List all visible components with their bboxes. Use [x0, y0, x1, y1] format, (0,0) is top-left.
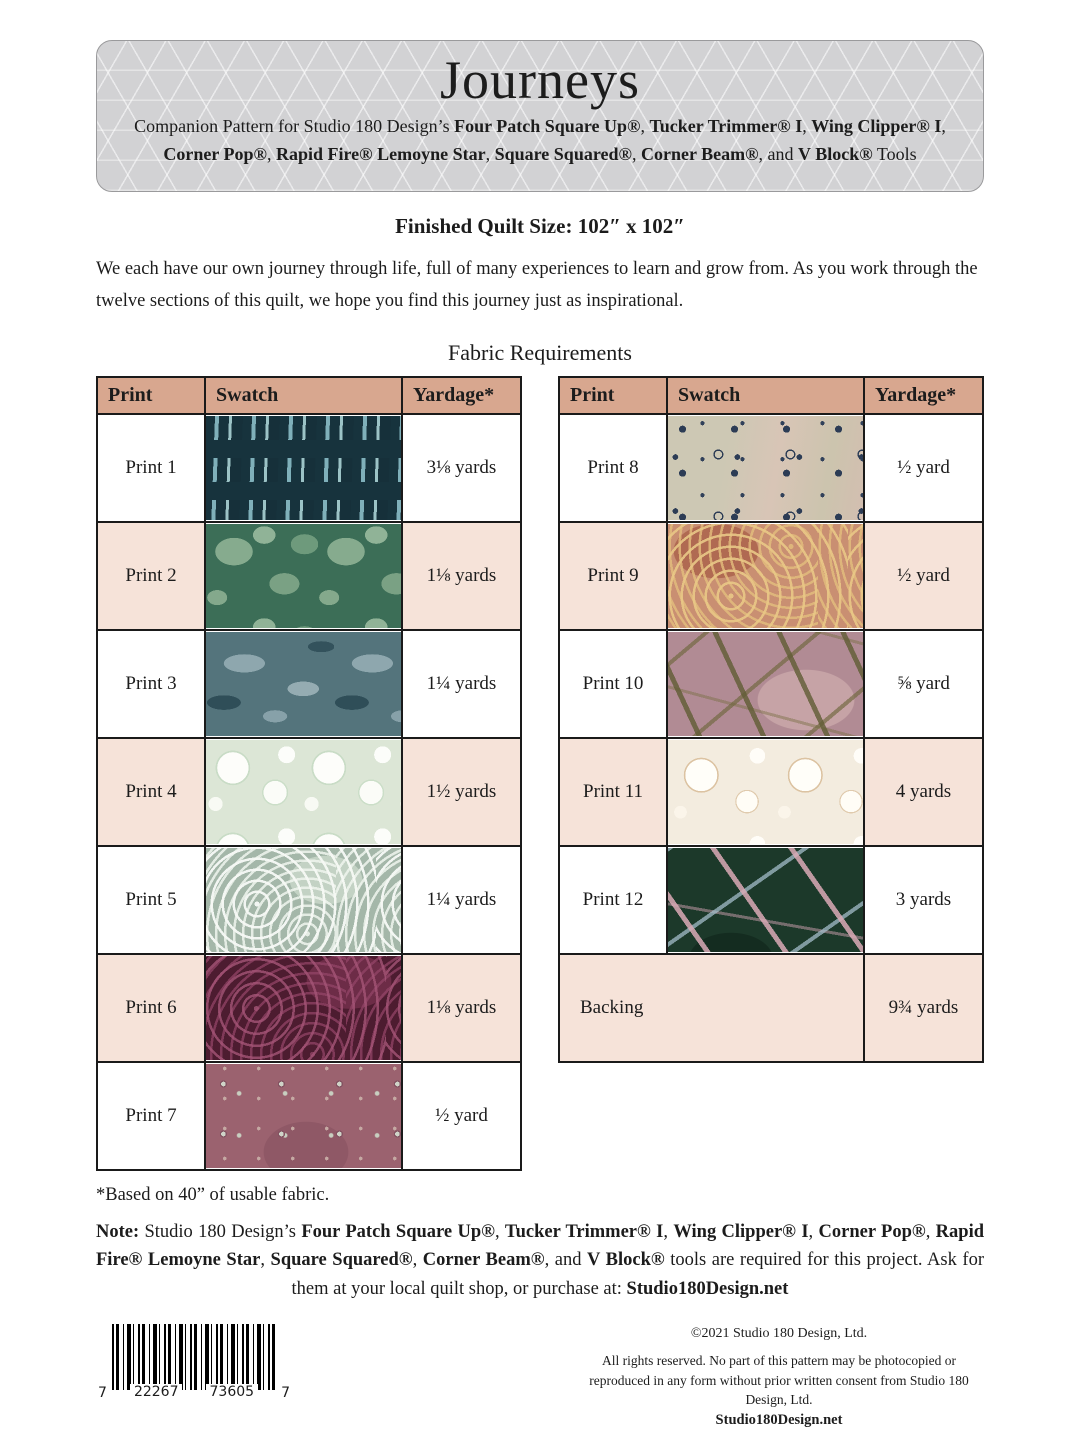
pattern-subtitle: Companion Pattern for Studio 180 Design’s Four Patch Square Up®, Tucker Trimmer® I, Wing Clipper® I, Corner Pop®, Rapid Fire® Lemoyne Star, Square Squared®, Corner Beam®, and V Block® Tools	[134, 116, 946, 164]
tools-note: Note: Studio 180 Design’s Four Patch Square Up®, Tucker Trimmer® I, Wing Clipper® I, Corner Pop®, Rapid Fire® Lemoyne Star, Square Squared®, Corner Beam®, and V Block® tools are required for this project. Ask for them at your local quilt shop, or purchase at: Studio180Design.net	[96, 1221, 984, 1300]
fabric-table-right	[558, 376, 984, 1063]
print-label-cell: Print 1	[97, 414, 205, 522]
fabric-requirements-tables	[96, 376, 984, 1171]
table-row	[97, 1062, 521, 1170]
fabric-table-left	[96, 376, 522, 1171]
print-label-cell: Print 5	[97, 846, 205, 954]
table-header-row	[559, 377, 983, 414]
upc-barcode	[98, 1324, 290, 1400]
table-row	[97, 414, 521, 522]
print-label-cell: Print 12	[559, 846, 667, 954]
fabric-swatch-print-11	[668, 740, 863, 844]
print-label-cell: Print 9	[559, 522, 667, 630]
print-label-cell: Print 3	[97, 630, 205, 738]
table-row	[97, 630, 521, 738]
pattern-title: Journeys	[440, 50, 640, 110]
fabric-swatch-print-4	[206, 740, 401, 844]
swatch-cell	[205, 738, 402, 846]
table-row	[559, 846, 983, 954]
finished-quilt-size: Finished Quilt Size: 102″ x 102″	[395, 214, 685, 238]
print-label-cell: Print 4	[97, 738, 205, 846]
yardage-cell: 3⅛ yards	[402, 414, 521, 522]
fabric-swatch-print-1	[206, 416, 401, 520]
swatch-cell	[205, 846, 402, 954]
yardage-cell: 4 yards	[864, 738, 983, 846]
table-row	[97, 954, 521, 1062]
column-header-swatch: Swatch	[205, 377, 402, 414]
fabric-swatch-print-12	[668, 848, 863, 952]
swatch-cell	[205, 630, 402, 738]
table-row	[97, 738, 521, 846]
fabric-swatch-print-6	[206, 956, 401, 1060]
website-text: Studio180Design.net	[715, 1411, 843, 1428]
swatch-cell	[667, 630, 864, 738]
yardage-cell: ½ yard	[402, 1062, 521, 1170]
fabric-swatch-print-7	[206, 1064, 401, 1168]
swatch-cell	[667, 738, 864, 846]
yardage-cell: 1½ yards	[402, 738, 521, 846]
yardage-cell: ⅝ yard	[864, 630, 983, 738]
barcode-group-1: 22267	[130, 1384, 183, 1400]
rights-statement: All rights reserved. No part of this pattern may be photocopied or reproduced in any form without prior written consent from Studio 180 Design, Ltd.	[589, 1353, 969, 1408]
table-row	[559, 738, 983, 846]
table-row	[559, 522, 983, 630]
fabric-requirements-heading: Fabric Requirements	[448, 339, 632, 365]
fabric-swatch-print-8	[668, 416, 863, 520]
fabric-swatch-print-10	[668, 632, 863, 736]
yardage-footnote: *Based on 40” of usable fabric.	[96, 1184, 330, 1205]
barcode-group-2: 73605	[206, 1384, 259, 1400]
column-header-swatch: Swatch	[667, 377, 864, 414]
swatch-cell	[667, 846, 864, 954]
swatch-cell	[667, 414, 864, 522]
yardage-cell: 1⅛ yards	[402, 522, 521, 630]
copyright-line: ©2021 Studio 180 Design, Ltd.	[690, 1325, 868, 1341]
swatch-cell	[205, 954, 402, 1062]
print-label-cell: Print 6	[97, 954, 205, 1062]
print-label-cell: Print 8	[559, 414, 667, 522]
pattern-banner	[96, 40, 984, 192]
table-header-row	[97, 377, 521, 414]
print-label-cell: Print 10	[559, 630, 667, 738]
swatch-cell	[205, 522, 402, 630]
yardage-cell: 1¼ yards	[402, 630, 521, 738]
swatch-cell	[205, 414, 402, 522]
fabric-swatch-print-2	[206, 524, 401, 628]
column-header-yardage: Yardage*	[402, 377, 521, 414]
barcode-bars	[112, 1324, 276, 1390]
swatch-cell	[667, 522, 864, 630]
yardage-cell: 3 yards	[864, 846, 983, 954]
print-label-cell: Print 11	[559, 738, 667, 846]
fabric-swatch-print-5	[206, 848, 401, 952]
page-footer	[96, 1324, 984, 1431]
yardage-cell: ½ yard	[864, 414, 983, 522]
fabric-swatch-print-3	[206, 632, 401, 736]
swatch-cell	[205, 1062, 402, 1170]
barcode-digit-right: 7	[281, 1384, 290, 1401]
yardage-cell: ½ yard	[864, 522, 983, 630]
backing-label-cell: Backing	[559, 954, 864, 1062]
yardage-cell: 9¾ yards	[864, 954, 983, 1062]
barcode-digits	[98, 1384, 290, 1400]
column-header-print: Print	[559, 377, 667, 414]
table-row-backing	[559, 954, 983, 1062]
table-row	[559, 630, 983, 738]
print-label-cell: Print 7	[97, 1062, 205, 1170]
column-header-yardage: Yardage*	[864, 377, 983, 414]
table-row	[559, 414, 983, 522]
yardage-cell: 1⅛ yards	[402, 954, 521, 1062]
fabric-swatch-print-9	[668, 524, 863, 628]
copyright-block	[574, 1324, 984, 1431]
column-header-print: Print	[97, 377, 205, 414]
table-row	[97, 522, 521, 630]
yardage-cell: 1¼ yards	[402, 846, 521, 954]
barcode-digit-left: 7	[98, 1384, 107, 1401]
intro-paragraph: We each have our own journey through life, full of many experiences to learn and grow from. As you work through the twelve sections of this quilt, we hope you find this journey just as inspirational.	[96, 259, 978, 312]
table-row	[97, 846, 521, 954]
print-label-cell: Print 2	[97, 522, 205, 630]
